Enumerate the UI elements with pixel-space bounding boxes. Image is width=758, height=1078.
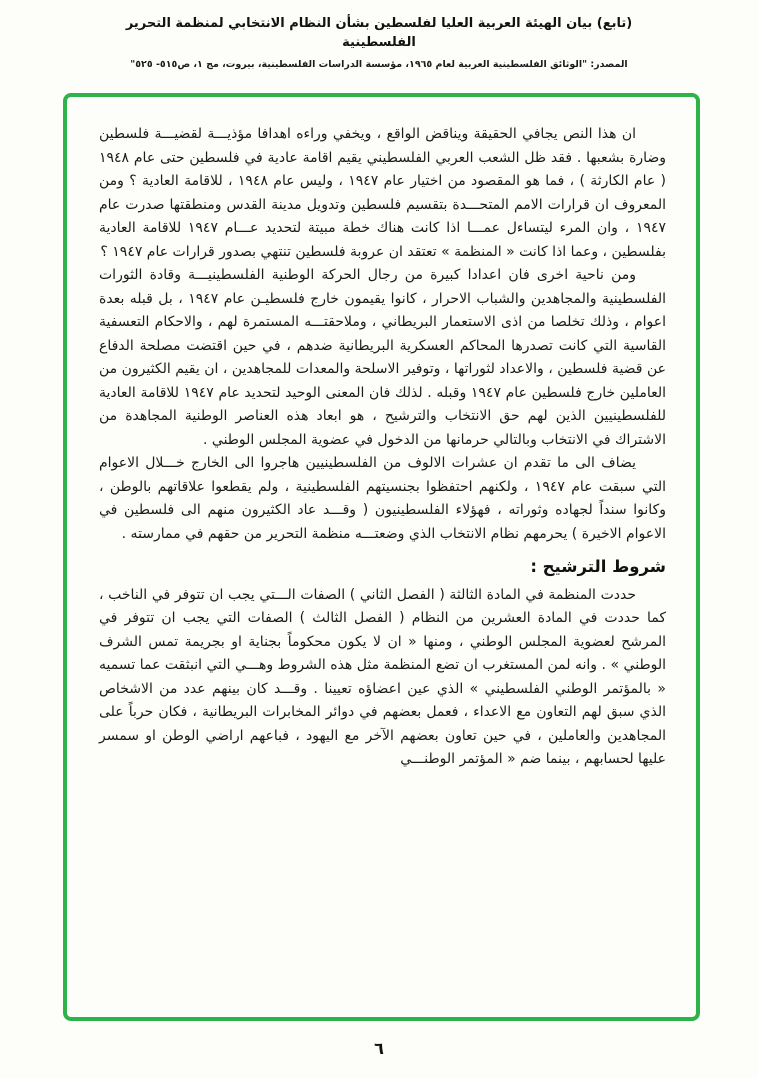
- page-header: [0, 14, 758, 70]
- paragraph-2: ومن ناحية اخرى فان اعدادا كبيرة من رجال الحركة الوطنية الفلسطينيـــة وقادة الثورات الفلسطينية والمجاهدين والشباب الاحرار ، كانوا يقيمون خارج فلسطيـن عام ١٩٤٧ ، بل قبله بعدة اعوام ، وذلك تخلصا من اذى الاستعمار البريطاني ، وملاحقتـــه المستمرة لهم ، والاحكام التعسفية القاسية التي كانت تصدرها المحاكم العسكرية البريطانية ضدهم ، في حين اقتضت مصلحة الدفاع عن قضية فلسطين ، والاعداد لثوراتها ، وتوفير الاسلحة والمعدات للمجاهدين ، ان يقيم الكثيرون من العاملين خارج فلسطين عام ١٩٤٧ وقبله . لذلك فان المعنى الوحيد لتحديد عام ١٩٤٧ للاقامة العادية للفلسطينيين الذين لهم حق الانتخاب والترشيح ، هو ابعاد هذه العناصر الوطنية المجاهدة من الاشتراك في الانتخاب وبالتالي حرمانها من الدخول في عضوية المجلس الوطني .: [99, 267, 667, 448]
- document-border-box: [63, 93, 700, 1021]
- document-body: [99, 123, 666, 772]
- document-title: (تابع) بيان الهيئة العربية العليا لفلسطين بشأن النظام الانتخابي لمنظمة التحرير الفلسطينية: [125, 16, 633, 50]
- document-source-line: المصدر: "الوثائق الفلسطينية العربية لعام ١٩٦٥، مؤسسة الدراسات الفلسطينية، بيروت، مج ١، ص٥١٥- ٥٢٥": [130, 59, 628, 70]
- page-number: ٦: [374, 1039, 384, 1058]
- paragraph-3: يضاف الى ما تقدم ان عشرات الالوف من الفلسطينيين هاجروا الى الخارج خـــلال الاعوام التي سبقت عام ١٩٤٧ ، ولكنهم احتفظوا بجنسيتهم الفلسطينية ، ولم يقطعوا علاقاتهم بالوطن ، وكانوا سنداً لجهاده وثوراته ، فهؤلاء الفلسطينيون ( وقـــد عاد الكثيرون منهم الى فلسطين في الاعوام الاخيرة ) يحرمهم نظام الانتخاب الذي وضعتـــه منظمة التحرير من حقهم في ممارسته .: [99, 455, 666, 542]
- paragraph-4: حددت المنظمة في المادة الثالثة ( الفصل الثاني ) الصفات الـــتي يجب ان تتوفر في الناخب ، كما حددت في المادة العشرين من النظام ( الفصل الثالث ) الصفات التي يجب ان تتوفر في المرشح لعضوية المجلس الوطني ، ومنها « ان لا يكون محكوماً بجناية او بجريمة تمس الشرف الوطني » . وانه لمن المستغرب ان تضع المنظمة مثل هذه الشروط وهـــي التي انبثقت عما تسميه « بالمؤتمر الوطني الفلسطيني » الذي عين اعضاؤه تعيينا . وقـــد كان بينهم عدد من الاشخاص الذي سبق لهم التعاون مع الاعداء ، فعمل بعضهم في دوائر المخابرات البريطانية ، فكان حرباً على المجاهدين والعاملين ، في حين تعاون بعضهم الآخر مع اليهود ، فباعهم اراضي الوطن او سمسر عليها لحسابهم ، بينما ضم « المؤتمر الوطنـــي: [99, 586, 666, 767]
- paragraph-1: ان هذا النص يجافي الحقيقة ويناقض الواقع ، ويخفي وراءه اهدافا مؤذيـــة لقضيـــة فلسطين وضارة بشعبها . فقد ظل الشعب العربي الفلسطيني يقيم اقامة عادية في فلسطين حتى عام ١٩٤٨ ( عام الكارثة ) ، فما هو المقصود من اختيار عام ١٩٤٧ ، وليس عام ١٩٤٨ ، للاقامة العادية ؟ ومن المعروف ان قرارات الامم المتحـــدة بتقسيم فلسطين وتدويل مدينة القدس ومنطقتها صدرت عام ١٩٤٧ ، وان المرء ليتساءل عمـــا اذا كانت هناك خطة مبيتة لتحديد عـــام ١٩٤٧ للاقامة العادية بفلسطين ، وعما اذا كانت « المنظمة » تعتقد ان عروبة فلسطين تنتهي بصدور قرارات عام ١٩٤٧ ؟: [99, 126, 667, 260]
- section-heading-candidacy-conditions: شروط الترشيح :: [530, 557, 666, 576]
